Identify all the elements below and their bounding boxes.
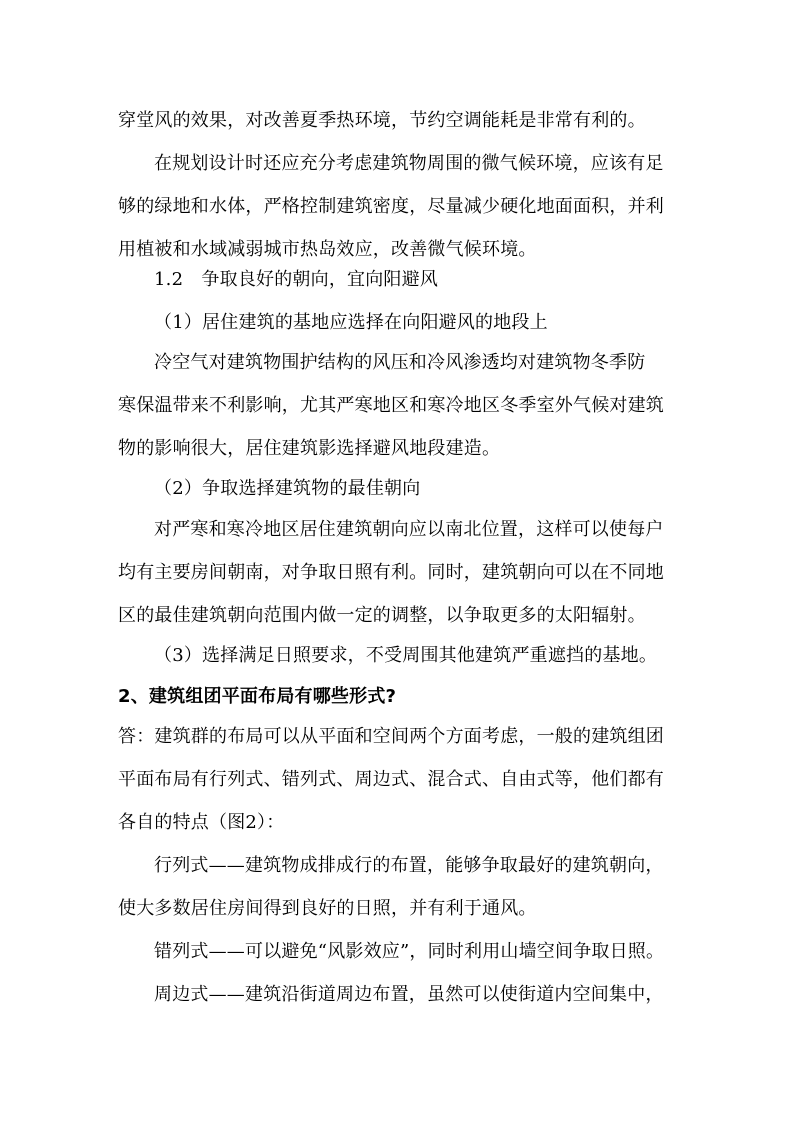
paragraph-line: 行列式——建筑物成排成行的布置，能够争取最好的建筑朝向，: [154, 855, 664, 876]
paragraph-line: 错列式——可以避免“风影效应”，同时利用山墙空间争取日照。: [154, 941, 665, 962]
answer-line: 各自的特点（图2）：: [118, 812, 285, 833]
paragraph-line: 均有主要房间朝南，对争取日照有利。同时，建筑朝向可以在不同地: [118, 562, 664, 583]
subsection-heading: （1）居住建筑的基地应选择在向阳避风的地段上: [154, 312, 548, 333]
paragraph-line: 穿堂风的效果，对改善夏季热环境，节约空调能耗是非常有利的。: [118, 110, 646, 131]
paragraph-line: 区的最佳建筑朝向范围内做一定的调整，以争取更多的太阳辐射。: [118, 605, 646, 626]
paragraph-line: 用植被和水域减弱城市热岛效应，改善微气候环境。: [118, 239, 537, 260]
paragraph-line: 周边式——建筑沿街道周边布置，虽然可以使街道内空间集中，: [154, 984, 664, 1005]
paragraph-line: 在规划设计时还应充分考虑建筑物周围的微气候环境，应该有足: [154, 153, 664, 174]
paragraph-line: 物的影响很大，居住建筑影选择避风地段建造。: [118, 438, 501, 459]
paragraph-line: 使大多数居住房间得到良好的日照，并有利于通风。: [118, 898, 537, 919]
question-heading: 2、建筑组团平面布局有哪些形式?: [118, 686, 397, 707]
section-heading: 1.2 争取良好的朝向，宜向阳避风: [154, 269, 439, 290]
paragraph-line: 寒保温带来不利影响，尤其严寒地区和寒冷地区冬季室外气候对建筑: [118, 395, 664, 416]
subsection-heading: （2）争取选择建筑物的最佳朝向: [154, 478, 421, 499]
answer-line: 答：建筑群的布局可以从平面和空间两个方面考虑，一般的建筑组团: [118, 726, 664, 747]
paragraph-line: 冷空气对建筑物围护结构的风压和冷风渗透均对建筑物冬季防: [154, 352, 646, 373]
subsection-heading: （3）选择满足日照要求，不受周围其他建筑严重遮挡的基地。: [154, 645, 658, 666]
answer-line: 平面布局有行列式、错列式、周边式、混合式、自由式等，他们都有: [118, 769, 664, 790]
paragraph-line: 对严寒和寒冷地区居住建筑朝向应以南北位置，这样可以使每户: [154, 519, 664, 540]
paragraph-line: 够的绿地和水体，严格控制建筑密度，尽量减少硬化地面面积，并利: [118, 196, 664, 217]
